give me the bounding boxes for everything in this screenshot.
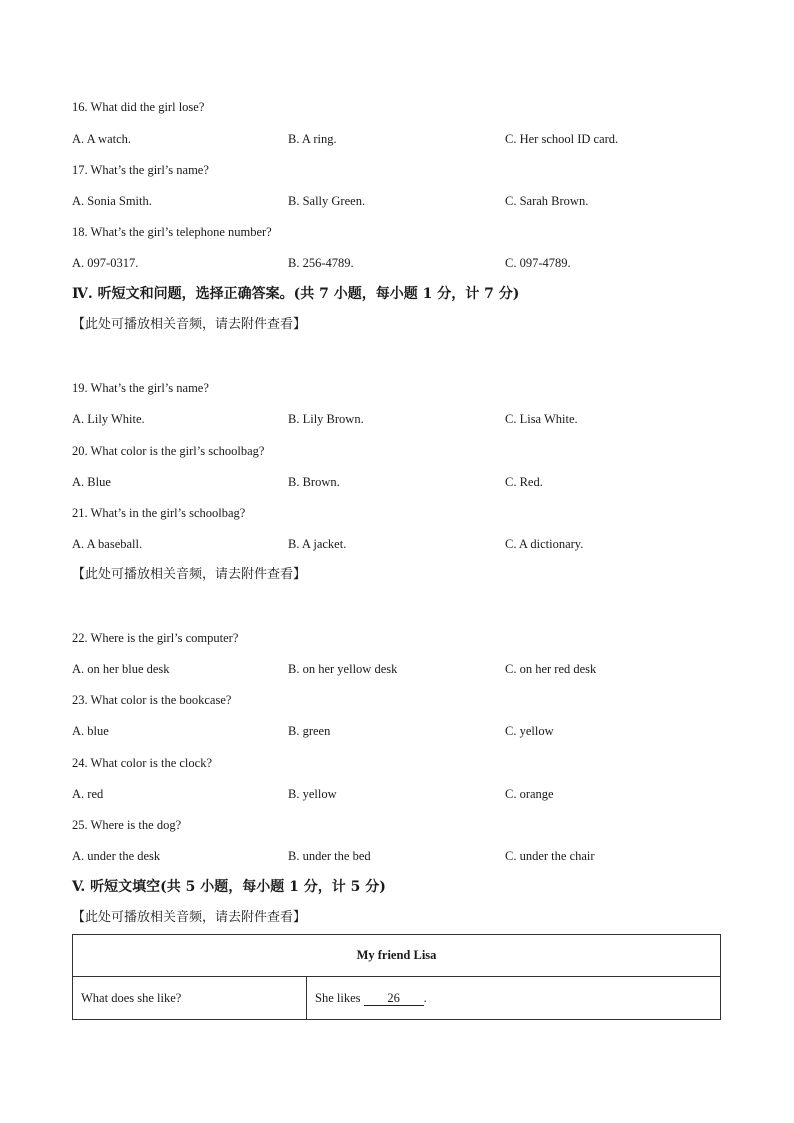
- option-c[interactable]: C. orange: [505, 787, 554, 801]
- option-a[interactable]: A. on her blue desk: [72, 662, 170, 676]
- option-b[interactable]: B. Sally Green.: [288, 194, 366, 208]
- audio-note-3: 【此处可播放相关音频，请去附件查看】: [72, 910, 307, 925]
- option-c[interactable]: C. A dictionary.: [505, 537, 584, 551]
- question-22: 22. Where is the girl’s computer?: [72, 631, 239, 645]
- option-a[interactable]: A. red: [72, 787, 104, 801]
- table-row: [73, 977, 721, 1020]
- question-24: 24. What color is the clock?: [72, 756, 213, 770]
- table-question-cell: What does she like?: [73, 977, 307, 1020]
- question-20: 20. What color is the girl’s schoolbag?: [72, 444, 265, 458]
- option-b[interactable]: B. A ring.: [288, 132, 337, 146]
- answer-prefix: She likes: [315, 990, 364, 1005]
- option-b[interactable]: B. A jacket.: [288, 537, 347, 551]
- option-b[interactable]: B. yellow: [288, 787, 337, 801]
- option-c[interactable]: C. Her school ID card.: [505, 132, 619, 146]
- question-19: 19. What’s the girl’s name?: [72, 381, 209, 395]
- section-5-heading: V. 听短文填空(共 5 小题，每小题 1 分，计 5 分): [72, 879, 386, 895]
- answer-suffix: .: [423, 990, 427, 1005]
- option-a[interactable]: A. Blue: [72, 475, 111, 489]
- question-25: 25. Where is the dog?: [72, 818, 182, 832]
- option-c[interactable]: C. 097-4789.: [505, 256, 571, 270]
- option-a[interactable]: A. under the desk: [72, 849, 161, 863]
- table-title: My friend Lisa: [73, 935, 721, 977]
- option-b[interactable]: B. 256-4789.: [288, 256, 354, 270]
- section-4-heading: Ⅳ. 听短文和问题，选择正确答案。(共 7 小题，每小题 1 分，计 7 分): [72, 286, 520, 302]
- option-b[interactable]: B. on her yellow desk: [288, 662, 398, 676]
- option-b[interactable]: B. green: [288, 724, 331, 738]
- audio-note-1: 【此处可播放相关音频，请去附件查看】: [72, 317, 307, 332]
- question-18: 18. What’s the girl’s telephone number?: [72, 225, 272, 239]
- option-a[interactable]: A. 097-0317.: [72, 256, 139, 270]
- option-c[interactable]: C. Sarah Brown.: [505, 194, 589, 208]
- option-b[interactable]: B. Lily Brown.: [288, 412, 364, 426]
- option-a[interactable]: A. blue: [72, 724, 109, 738]
- table-answer-cell: [307, 977, 721, 1020]
- question-21: 21. What’s in the girl’s schoolbag?: [72, 506, 246, 520]
- answer-blank-26[interactable]: 26: [364, 991, 424, 1006]
- question-16: 16. What did the girl lose?: [72, 100, 205, 114]
- option-a[interactable]: A. Sonia Smith.: [72, 194, 152, 208]
- option-c[interactable]: C. Red.: [505, 475, 543, 489]
- option-c[interactable]: C. yellow: [505, 724, 554, 738]
- option-b[interactable]: B. Brown.: [288, 475, 340, 489]
- question-17: 17. What’s the girl’s name?: [72, 163, 209, 177]
- option-a[interactable]: A. Lily White.: [72, 412, 145, 426]
- option-a[interactable]: A. A baseball.: [72, 537, 143, 551]
- question-23: 23. What color is the bookcase?: [72, 693, 232, 707]
- fill-in-table: [72, 934, 721, 1020]
- audio-note-2: 【此处可播放相关音频，请去附件查看】: [72, 567, 307, 582]
- option-c[interactable]: C. under the chair: [505, 849, 595, 863]
- option-a[interactable]: A. A watch.: [72, 132, 132, 146]
- option-c[interactable]: C. Lisa White.: [505, 412, 578, 426]
- option-c[interactable]: C. on her red desk: [505, 662, 597, 676]
- option-b[interactable]: B. under the bed: [288, 849, 371, 863]
